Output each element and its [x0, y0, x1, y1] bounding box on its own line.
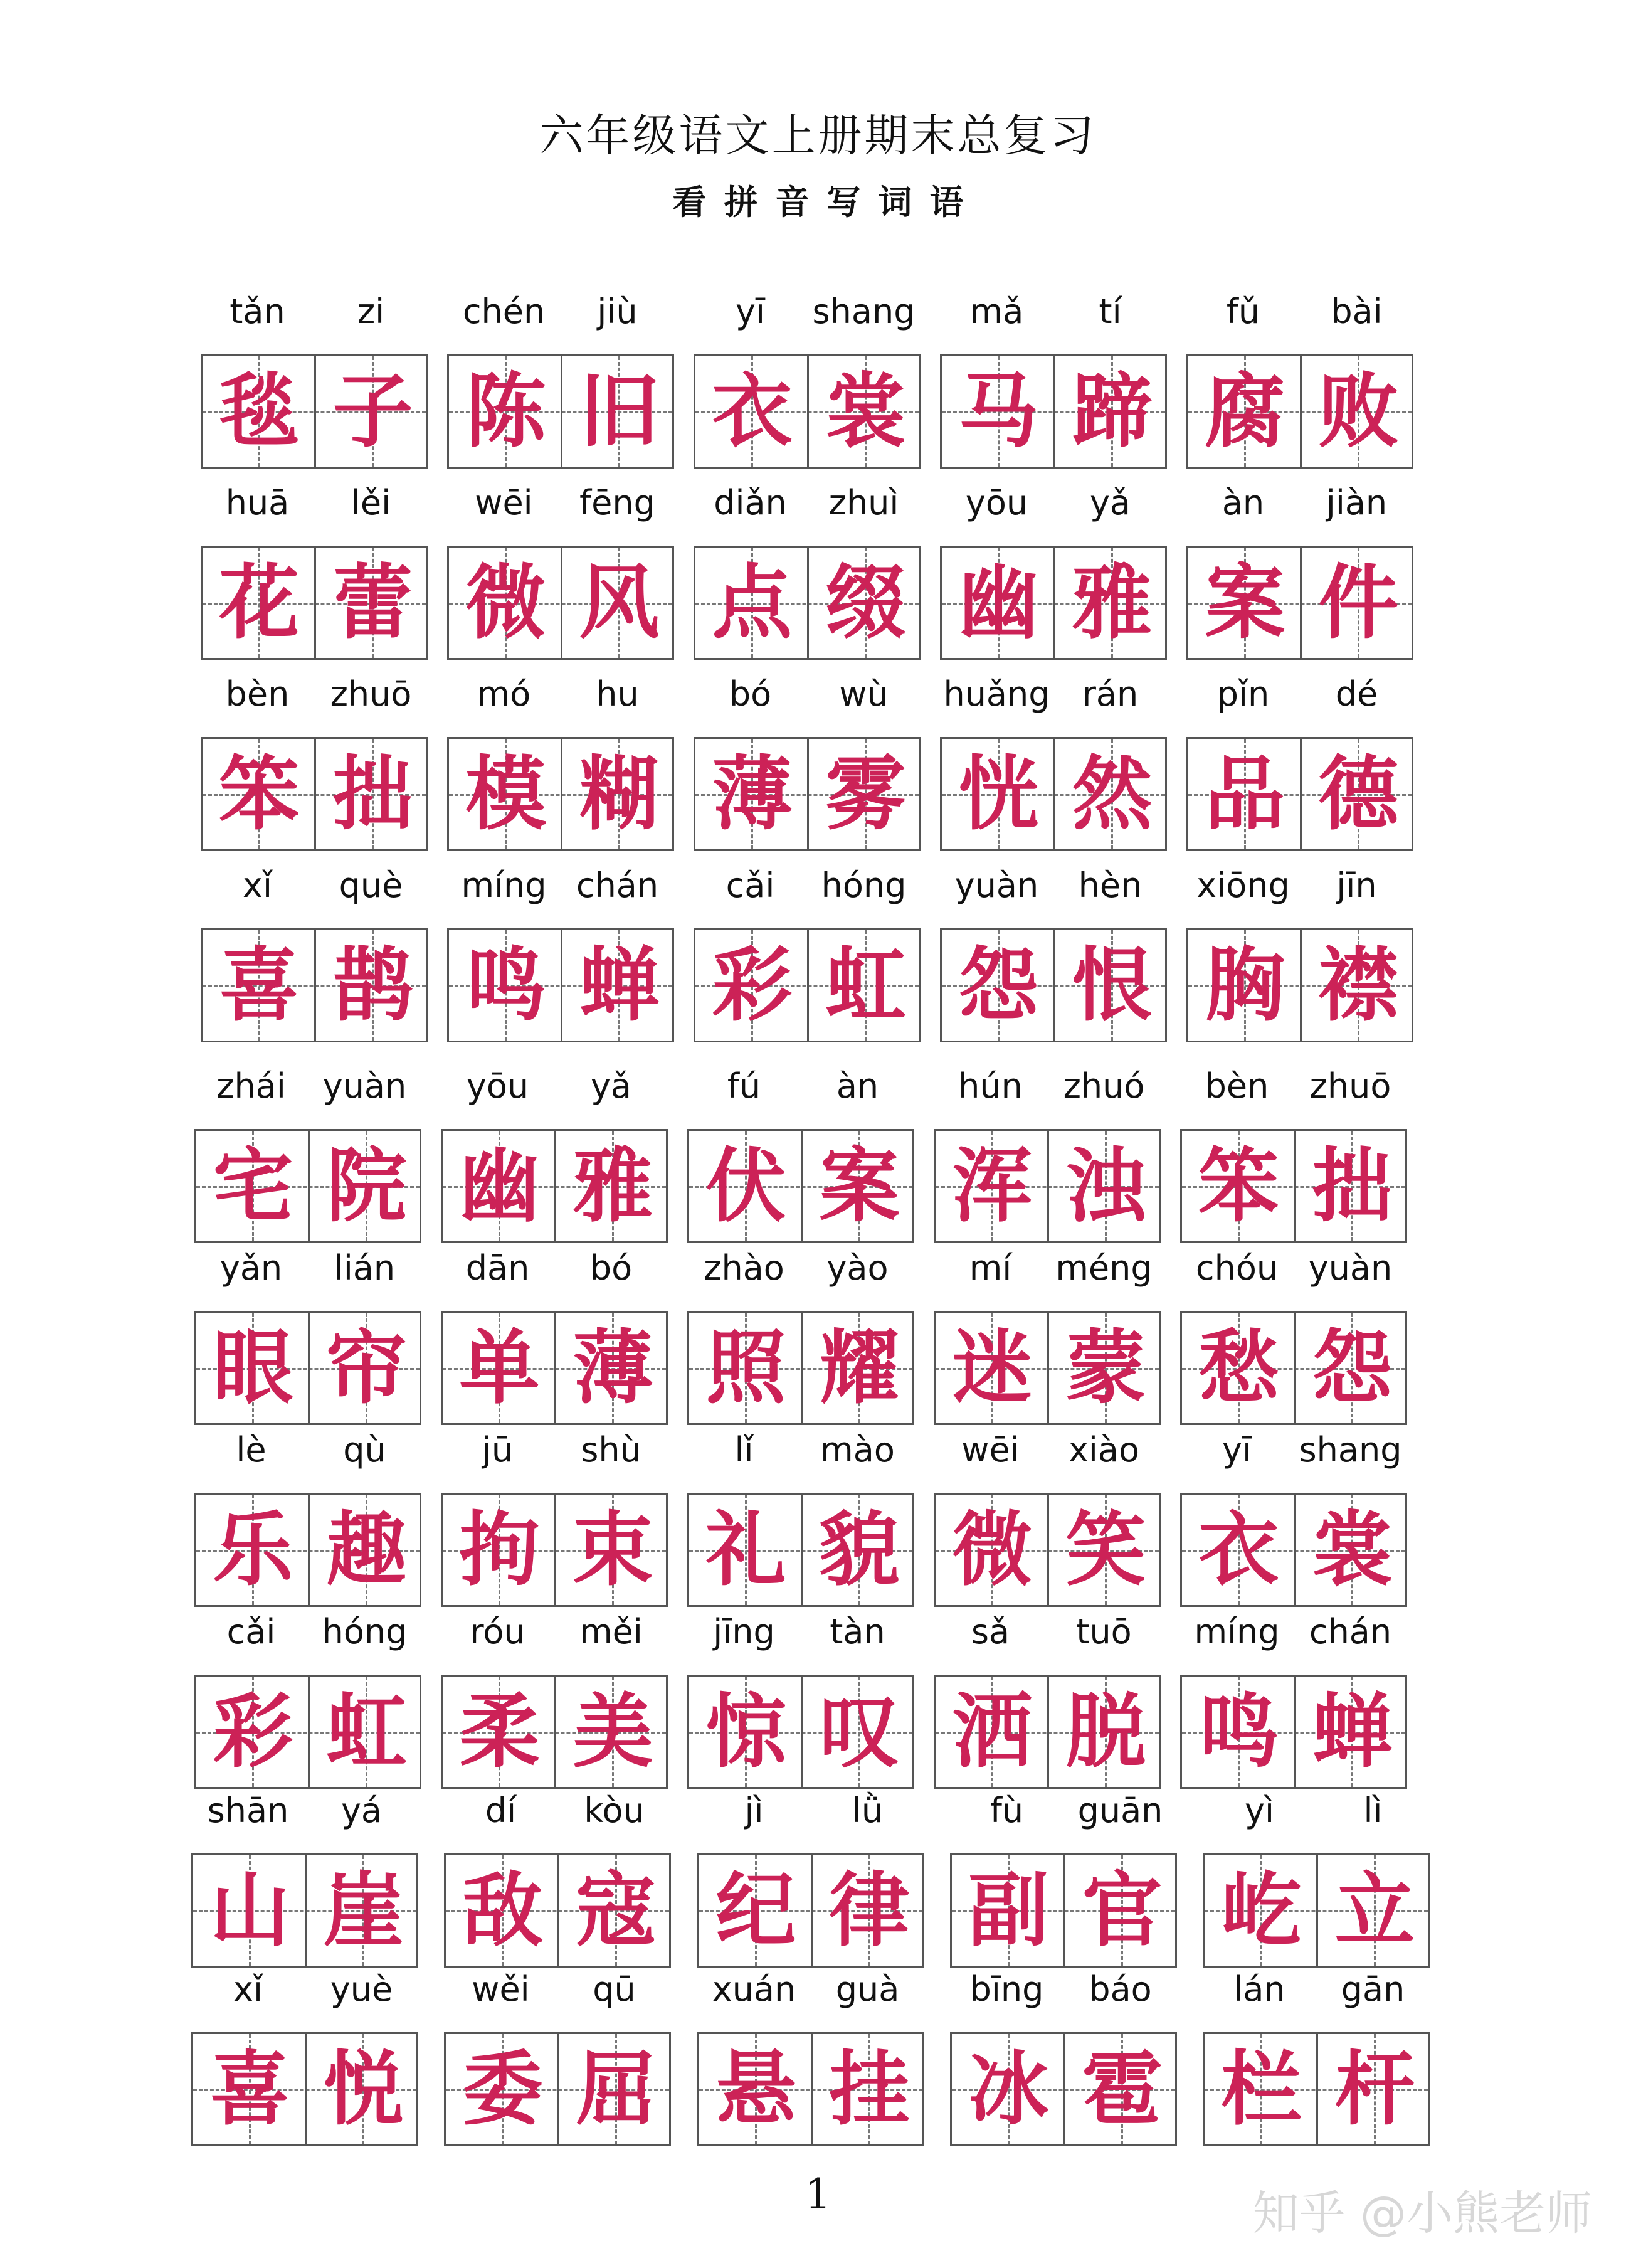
- handwritten-char: 照: [705, 1321, 786, 1415]
- pinyin-label: lè: [236, 1430, 267, 1470]
- word-box: [687, 1129, 914, 1243]
- pinyin-label: yǎ: [590, 1066, 632, 1106]
- pinyin-label: jīn: [1336, 866, 1377, 905]
- handwritten-char: 笑: [1065, 1503, 1146, 1597]
- handwritten-char: 模: [465, 747, 546, 841]
- handwritten-char: 蕾: [332, 556, 413, 650]
- handwritten-char: 趣: [326, 1503, 407, 1597]
- handwritten-char: 胸: [1205, 938, 1285, 1032]
- pinyin-label: lián: [334, 1248, 396, 1288]
- pinyin-label: shān: [207, 1791, 289, 1830]
- subtitle-char: 看: [672, 183, 707, 222]
- handwritten-char: 毯: [219, 364, 300, 458]
- pinyin-label: guān: [1077, 1791, 1163, 1830]
- subtitle-char: 音: [775, 183, 810, 222]
- pinyin-label: méng: [1055, 1248, 1153, 1288]
- pinyin-label: què: [339, 866, 403, 905]
- word-box: [694, 737, 921, 851]
- pinyin-label: wěi: [472, 1969, 530, 2009]
- pinyin-label: lěi: [351, 483, 391, 522]
- handwritten-char: 院: [326, 1139, 407, 1233]
- word-box: [1203, 1853, 1430, 1968]
- handwritten-char: 纪: [715, 1863, 796, 1958]
- pinyin-label: wēi: [961, 1430, 1020, 1470]
- handwritten-char: 帘: [326, 1321, 407, 1415]
- word-box: [441, 1129, 668, 1243]
- handwritten-char: 败: [1318, 364, 1399, 458]
- pinyin-label: yào: [826, 1248, 889, 1288]
- handwritten-char: 喜: [219, 938, 300, 1032]
- handwritten-char: 鸣: [465, 938, 546, 1032]
- word-box: [441, 1675, 668, 1789]
- pinyin-label: lì: [1363, 1791, 1383, 1830]
- word-box: [694, 928, 921, 1042]
- handwritten-char: 微: [465, 556, 546, 650]
- pinyin-label: hóng: [322, 1612, 408, 1651]
- handwritten-char: 栏: [1221, 2042, 1302, 2136]
- pinyin-label: míng: [461, 866, 547, 905]
- handwritten-char: 笨: [219, 747, 300, 841]
- pinyin-label: zhuō: [330, 674, 412, 714]
- handwritten-char: 陈: [465, 364, 546, 458]
- handwritten-char: 衣: [712, 364, 793, 458]
- word-box: [940, 354, 1167, 469]
- pinyin-label: hèn: [1078, 866, 1143, 905]
- pinyin-label: hu: [596, 674, 639, 714]
- handwritten-char: 律: [829, 1863, 910, 1958]
- word-box: [194, 1493, 421, 1607]
- handwritten-char: 惊: [705, 1685, 786, 1779]
- word-box: [194, 1311, 421, 1425]
- handwritten-char: 乐: [213, 1503, 293, 1597]
- pinyin-label: xuán: [712, 1969, 796, 2009]
- handwritten-char: 花: [219, 556, 300, 650]
- word-box: [201, 354, 428, 469]
- handwritten-char: 单: [459, 1321, 540, 1415]
- pinyin-label: yōu: [466, 1066, 529, 1106]
- page-subtitle: [0, 176, 1636, 224]
- handwritten-char: 裳: [825, 364, 906, 458]
- handwritten-char: 雅: [1072, 556, 1153, 650]
- pinyin-label: tí: [1099, 292, 1122, 331]
- handwritten-char: 副: [968, 1863, 1049, 1958]
- pinyin-label: yuàn: [1308, 1248, 1393, 1288]
- word-box: [1180, 1493, 1407, 1607]
- pinyin-label: tàn: [830, 1612, 885, 1651]
- handwritten-char: 蒙: [1065, 1321, 1146, 1415]
- word-box: [940, 546, 1167, 660]
- pinyin-label: yī: [736, 292, 765, 331]
- pinyin-label: shang: [1299, 1430, 1402, 1470]
- handwritten-char: 美: [573, 1685, 653, 1779]
- pinyin-label: jīng: [713, 1612, 775, 1651]
- handwritten-char: 礼: [705, 1503, 786, 1597]
- handwritten-char: 鸣: [1198, 1685, 1279, 1779]
- pinyin-label: fǔ: [1226, 292, 1260, 331]
- pinyin-label: fù: [990, 1791, 1024, 1830]
- page-title: 六年级语文上册期末总复习: [539, 110, 1097, 161]
- pinyin-label: qū: [593, 1969, 636, 2009]
- handwritten-char: 敌: [462, 1863, 543, 1958]
- pinyin-label: kòu: [584, 1791, 645, 1830]
- handwritten-char: 委: [462, 2042, 543, 2136]
- word-box: [194, 1675, 421, 1789]
- pinyin-label: tuō: [1076, 1612, 1132, 1651]
- pinyin-label: zhái: [216, 1066, 286, 1106]
- pinyin-label: shù: [581, 1430, 641, 1470]
- pinyin-label: huǎng: [943, 674, 1050, 714]
- pinyin-label: chán: [576, 866, 659, 905]
- handwritten-char: 貌: [819, 1503, 900, 1597]
- pinyin-label: chóu: [1195, 1248, 1279, 1288]
- handwritten-char: 洒: [952, 1685, 1033, 1779]
- pinyin-label: diǎn: [714, 483, 787, 522]
- pinyin-label: cǎi: [226, 1612, 276, 1651]
- pinyin-label: mǎ: [969, 292, 1024, 331]
- handwritten-char: 幽: [958, 556, 1039, 650]
- handwritten-char: 束: [573, 1503, 653, 1597]
- handwritten-char: 彩: [712, 938, 793, 1032]
- word-box: [447, 737, 674, 851]
- word-box: [444, 1853, 671, 1968]
- word-box: [447, 354, 674, 469]
- pinyin-label: yuàn: [322, 1066, 407, 1106]
- handwritten-char: 悦: [323, 2042, 404, 2136]
- handwritten-char: 子: [332, 364, 413, 458]
- pinyin-label: dí: [485, 1791, 517, 1830]
- page-number: 1: [805, 2170, 831, 2218]
- pinyin-label: gān: [1341, 1969, 1405, 2009]
- word-box: [1186, 354, 1413, 469]
- handwritten-char: 腐: [1205, 364, 1285, 458]
- handwritten-char: 屈: [576, 2042, 657, 2136]
- handwritten-char: 案: [1205, 556, 1285, 650]
- pinyin-label: rán: [1082, 674, 1139, 714]
- word-box: [934, 1311, 1161, 1425]
- handwritten-char: 彩: [213, 1685, 293, 1779]
- handwritten-char: 襟: [1318, 938, 1399, 1032]
- pinyin-label: bó: [589, 1248, 633, 1288]
- handwritten-char: 悬: [715, 2042, 796, 2136]
- word-box: [934, 1675, 1161, 1789]
- word-box: [697, 1853, 924, 1968]
- pinyin-label: guà: [835, 1969, 900, 2009]
- handwritten-char: 笨: [1198, 1139, 1279, 1233]
- handwritten-char: 蹄: [1072, 364, 1153, 458]
- word-box: [687, 1675, 914, 1789]
- pinyin-label: bèn: [1205, 1066, 1269, 1106]
- handwritten-char: 风: [579, 556, 660, 650]
- handwritten-char: 然: [1072, 747, 1153, 841]
- handwritten-char: 恨: [1072, 938, 1153, 1032]
- subtitle-char: 写: [826, 183, 861, 222]
- word-box: [1186, 737, 1413, 851]
- handwritten-char: 拙: [332, 747, 413, 841]
- pinyin-label: wù: [839, 674, 889, 714]
- pinyin-label: fēng: [579, 483, 655, 522]
- handwritten-char: 裳: [1312, 1503, 1393, 1597]
- pinyin-label: yuàn: [954, 866, 1039, 905]
- handwritten-char: 脱: [1065, 1685, 1146, 1779]
- pinyin-label: lǜ: [852, 1791, 884, 1830]
- pinyin-label: qù: [343, 1430, 386, 1470]
- word-box: [940, 928, 1167, 1042]
- pinyin-label: lǐ: [734, 1430, 754, 1470]
- pinyin-label: zhuì: [828, 483, 899, 522]
- word-box: [441, 1311, 668, 1425]
- handwritten-char: 屹: [1221, 1863, 1302, 1958]
- pinyin-label: róu: [470, 1612, 525, 1651]
- handwritten-char: 愁: [1198, 1321, 1279, 1415]
- word-box: [201, 928, 428, 1042]
- handwritten-char: 点: [712, 556, 793, 650]
- pinyin-label: yá: [340, 1791, 383, 1830]
- pinyin-label: tǎn: [230, 292, 285, 331]
- handwritten-char: 山: [209, 1863, 290, 1958]
- handwritten-char: 雾: [825, 747, 906, 841]
- handwritten-char: 迷: [952, 1321, 1033, 1415]
- handwritten-char: 马: [958, 364, 1039, 458]
- pinyin-label: xǐ: [233, 1969, 263, 2009]
- handwritten-char: 雹: [1082, 2042, 1163, 2136]
- pinyin-label: xǐ: [243, 866, 272, 905]
- handwritten-char: 件: [1318, 556, 1399, 650]
- handwritten-char: 立: [1334, 1863, 1415, 1958]
- word-box: [191, 2032, 418, 2146]
- handwritten-char: 冰: [968, 2042, 1049, 2136]
- handwritten-char: 耀: [819, 1321, 900, 1415]
- pinyin-label: mí: [969, 1248, 1012, 1288]
- pinyin-label: yì: [1245, 1791, 1274, 1830]
- handwritten-char: 杆: [1334, 2042, 1415, 2136]
- pinyin-label: jiàn: [1326, 483, 1388, 522]
- handwritten-char: 雅: [573, 1139, 653, 1233]
- pinyin-label: yǎn: [219, 1248, 283, 1288]
- word-box: [934, 1129, 1161, 1243]
- word-box: [194, 1129, 421, 1243]
- pinyin-label: zi: [357, 292, 385, 331]
- handwritten-char: 浊: [1065, 1139, 1146, 1233]
- pinyin-label: měi: [579, 1612, 643, 1651]
- pinyin-label: huā: [225, 483, 290, 522]
- handwritten-char: 宅: [213, 1139, 293, 1233]
- handwritten-char: 虹: [326, 1685, 407, 1779]
- word-box: [1180, 1311, 1407, 1425]
- pinyin-label: bīng: [969, 1969, 1044, 2009]
- pinyin-label: yuè: [330, 1969, 393, 2009]
- word-box: [1186, 928, 1413, 1042]
- pinyin-label: jū: [482, 1430, 514, 1470]
- pinyin-label: àn: [1222, 483, 1265, 522]
- word-box: [934, 1493, 1161, 1607]
- handwritten-char: 伏: [705, 1139, 786, 1233]
- pinyin-label: zhuō: [1309, 1066, 1391, 1106]
- pinyin-label: xiào: [1068, 1430, 1140, 1470]
- pinyin-label: yōu: [965, 483, 1028, 522]
- handwritten-char: 衣: [1198, 1503, 1279, 1597]
- handwritten-char: 挂: [829, 2042, 910, 2136]
- handwritten-char: 德: [1318, 747, 1399, 841]
- word-box: [1186, 546, 1413, 660]
- handwritten-char: 薄: [712, 747, 793, 841]
- handwritten-char: 怨: [958, 938, 1039, 1032]
- handwritten-char: 蝉: [1312, 1685, 1393, 1779]
- word-box: [950, 2032, 1177, 2146]
- pinyin-label: chén: [462, 292, 546, 331]
- pinyin-label: wēi: [475, 483, 533, 522]
- handwritten-char: 叹: [819, 1685, 900, 1779]
- handwritten-char: 寇: [576, 1863, 657, 1958]
- word-box: [201, 546, 428, 660]
- handwritten-char: 眼: [213, 1321, 293, 1415]
- word-box: [687, 1493, 914, 1607]
- word-box: [447, 546, 674, 660]
- pinyin-label: jì: [744, 1791, 764, 1830]
- word-box: [694, 354, 921, 469]
- pinyin-label: zhào: [704, 1248, 784, 1288]
- pinyin-label: dé: [1335, 674, 1378, 714]
- handwritten-char: 虹: [825, 938, 906, 1032]
- pinyin-label: sǎ: [971, 1612, 1010, 1651]
- pinyin-label: bó: [729, 674, 772, 714]
- watermark: 知乎 @小熊老师: [1252, 2186, 1592, 2240]
- pinyin-label: chán: [1309, 1612, 1392, 1651]
- handwritten-char: 糊: [579, 747, 660, 841]
- pinyin-label: mào: [820, 1430, 895, 1470]
- pinyin-label: àn: [836, 1066, 879, 1106]
- handwritten-char: 崖: [323, 1863, 404, 1958]
- handwritten-char: 鹊: [332, 938, 413, 1032]
- handwritten-char: 案: [819, 1139, 900, 1233]
- pinyin-label: mó: [477, 674, 531, 714]
- handwritten-char: 浑: [952, 1139, 1033, 1233]
- pinyin-label: bèn: [225, 674, 290, 714]
- pinyin-label: lán: [1233, 1969, 1285, 2009]
- subtitle-char: 语: [929, 183, 964, 222]
- handwritten-char: 薄: [573, 1321, 653, 1415]
- pinyin-label: hún: [958, 1066, 1023, 1106]
- word-box: [697, 2032, 924, 2146]
- handwritten-char: 蝉: [579, 938, 660, 1032]
- word-box: [950, 1853, 1177, 1968]
- handwritten-char: 微: [952, 1503, 1033, 1597]
- pinyin-label: pǐn: [1216, 674, 1270, 714]
- subtitle-char: 拼: [724, 183, 758, 222]
- pinyin-label: bài: [1331, 292, 1383, 331]
- pinyin-label: fú: [727, 1066, 761, 1106]
- word-box: [687, 1311, 914, 1425]
- pinyin-label: hóng: [821, 866, 907, 905]
- pinyin-label: míng: [1194, 1612, 1280, 1651]
- pinyin-label: zhuó: [1063, 1066, 1145, 1106]
- pinyin-label: xiōng: [1196, 866, 1290, 905]
- pinyin-label: dān: [465, 1248, 530, 1288]
- word-box: [444, 2032, 671, 2146]
- subtitle-char: 词: [878, 183, 912, 222]
- pinyin-label: cǎi: [726, 866, 775, 905]
- pinyin-label: báo: [1089, 1969, 1152, 2009]
- handwritten-char: 喜: [209, 2042, 290, 2136]
- handwritten-char: 怨: [1312, 1321, 1393, 1415]
- pinyin-label: yī: [1222, 1430, 1252, 1470]
- handwritten-char: 幽: [459, 1139, 540, 1233]
- pinyin-label: yǎ: [1089, 483, 1131, 522]
- handwritten-char: 官: [1082, 1863, 1163, 1958]
- handwritten-char: 拘: [459, 1503, 540, 1597]
- handwritten-char: 柔: [459, 1685, 540, 1779]
- handwritten-char: 旧: [579, 364, 660, 458]
- word-box: [694, 546, 921, 660]
- word-box: [1180, 1675, 1407, 1789]
- handwritten-char: 拙: [1312, 1139, 1393, 1233]
- handwritten-char: 恍: [958, 747, 1039, 841]
- word-box: [1180, 1129, 1407, 1243]
- word-box: [1203, 2032, 1430, 2146]
- word-box: [441, 1493, 668, 1607]
- handwritten-char: 品: [1205, 747, 1285, 841]
- word-box: [447, 928, 674, 1042]
- pinyin-label: jiù: [597, 292, 638, 331]
- handwritten-char: 缀: [825, 556, 906, 650]
- word-box: [940, 737, 1167, 851]
- word-box: [191, 1853, 418, 1968]
- pinyin-label: shang: [812, 292, 916, 331]
- word-box: [201, 737, 428, 851]
